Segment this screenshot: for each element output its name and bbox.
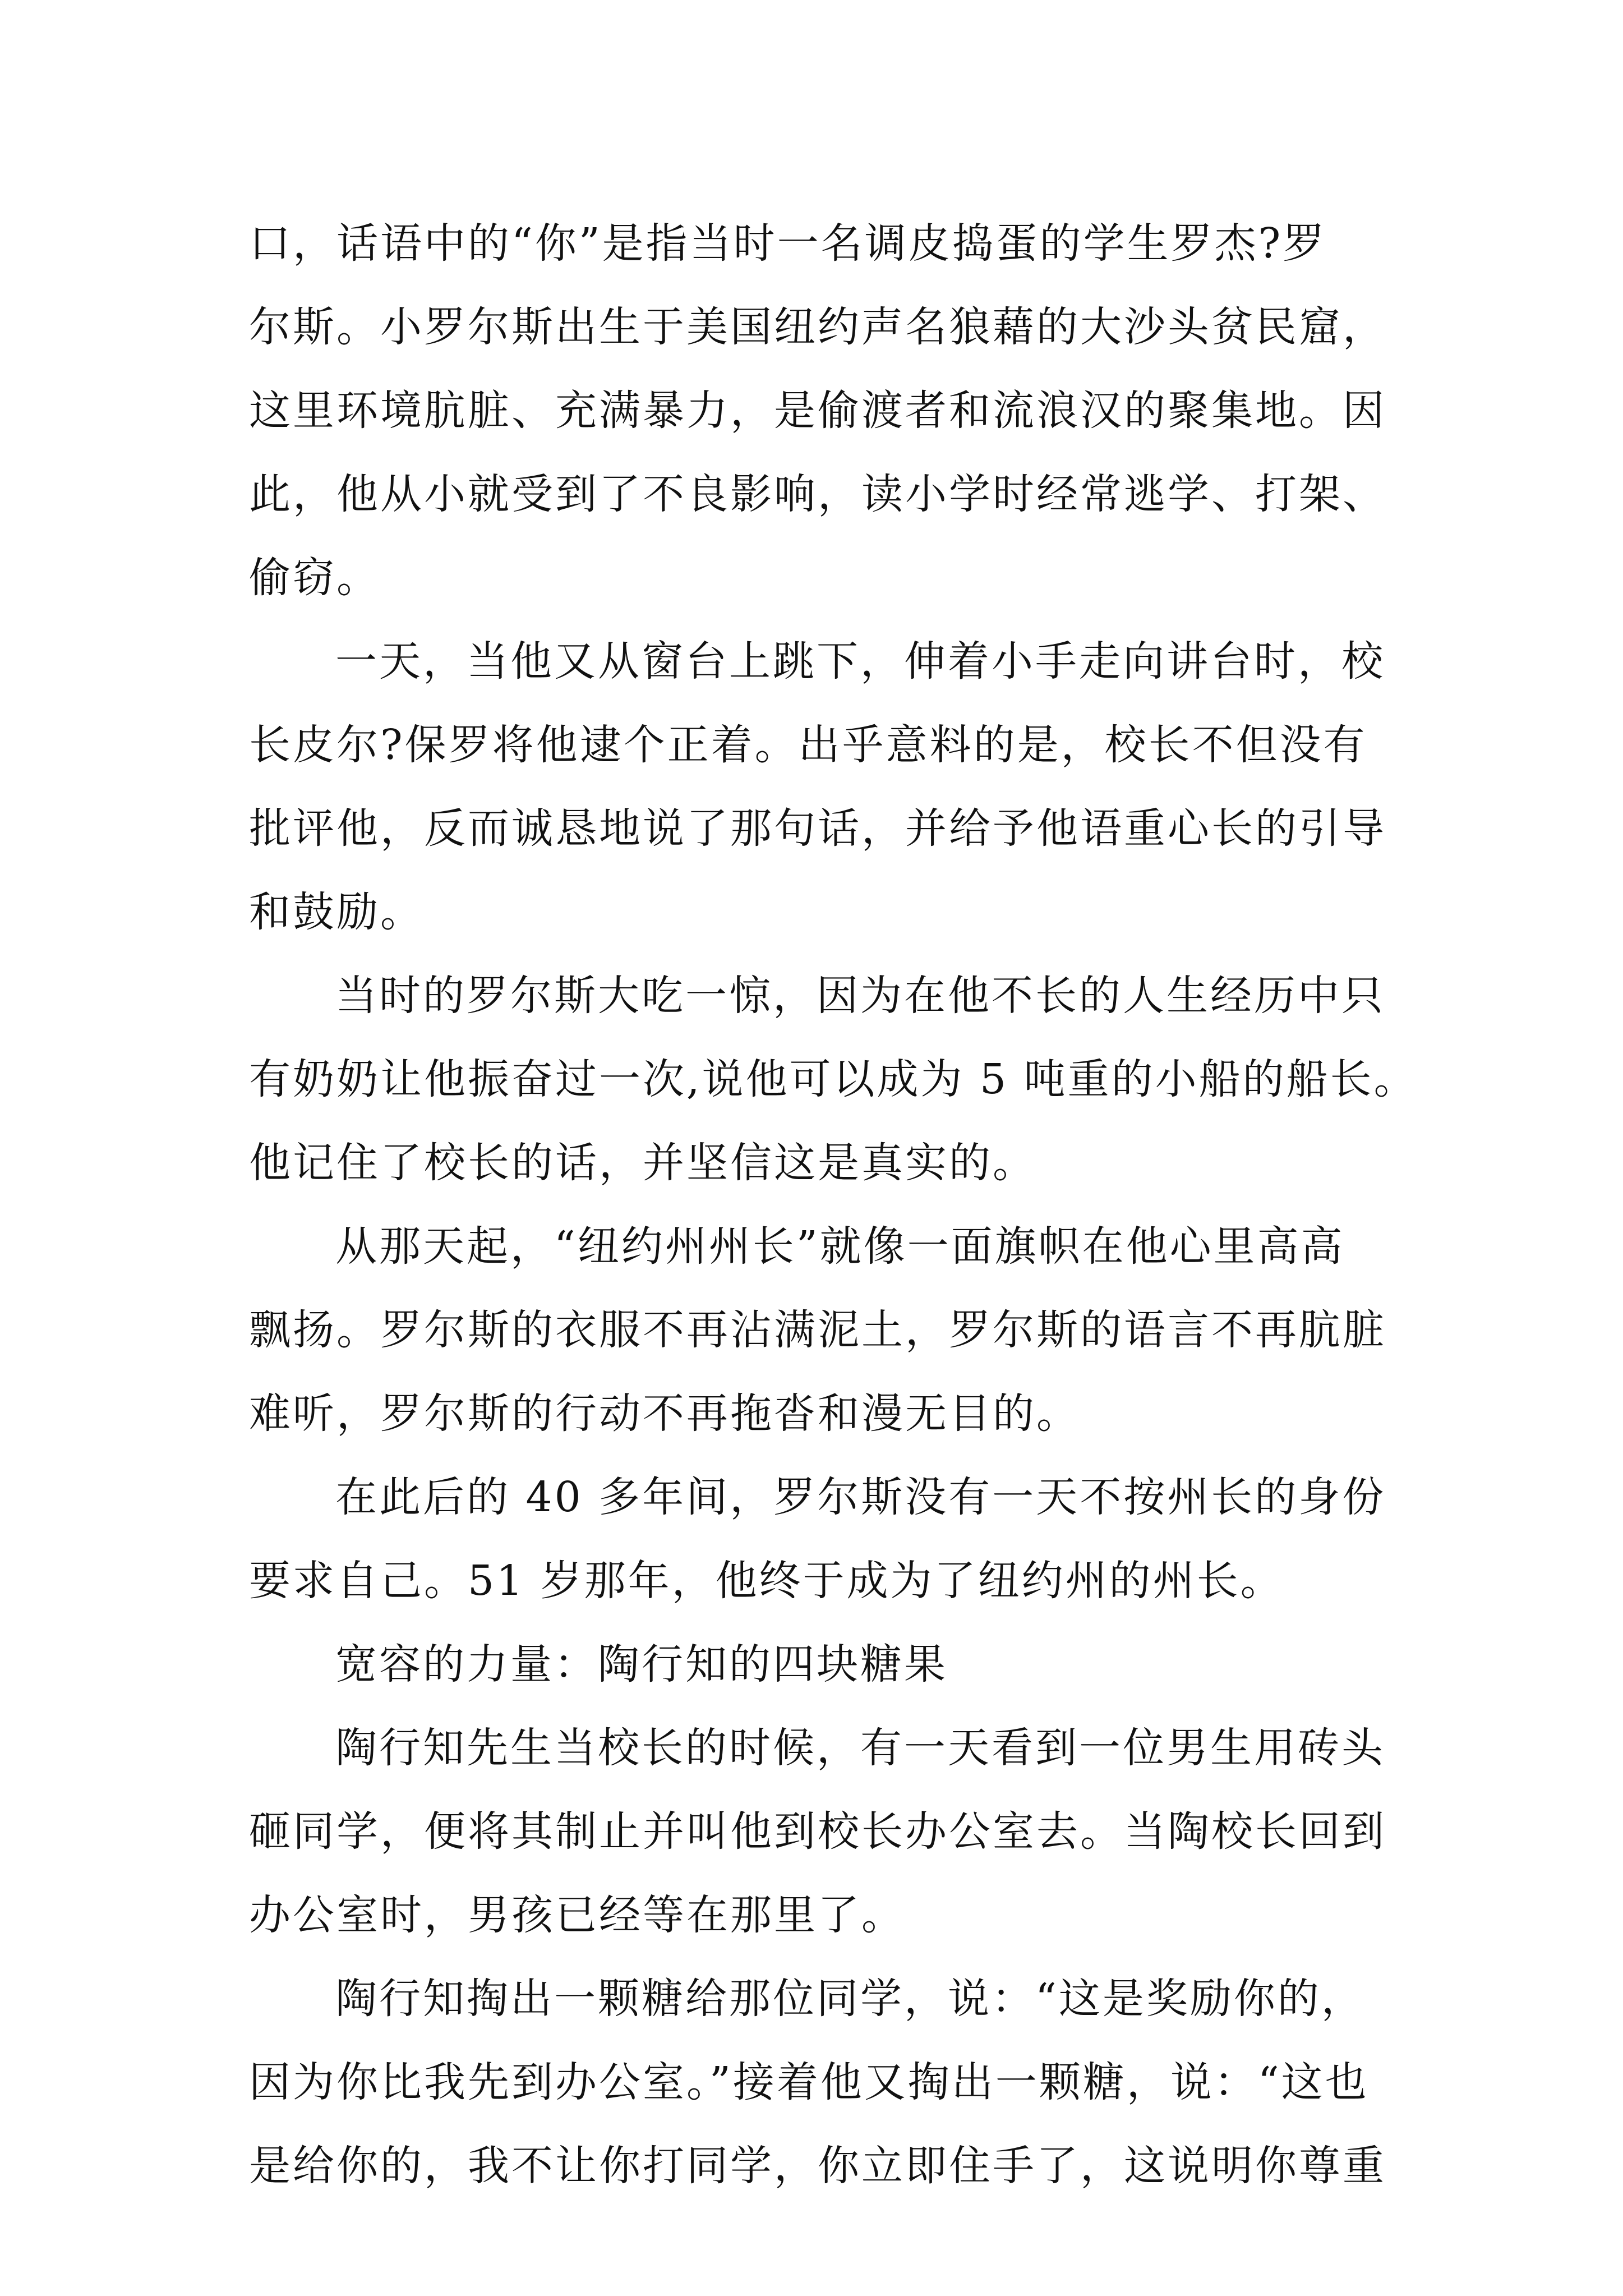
- paragraph-first-line: 一天，当他又从窗台上跳下，伸着小手走向讲台时，校: [335, 637, 1385, 685]
- paragraph-first-line: 陶行知掏出一颗糖给那位同学，说：“这是奖励你的，: [335, 1975, 1365, 2023]
- text-line: 是给你的，我不让你打同学，你立即住手了，这说明你尊重: [249, 2142, 1386, 2190]
- text-line: 有奶奶让他振奋过一次,说他可以成为 5 吨重的小船的船长。: [249, 1055, 1418, 1103]
- text-line: 要求自己。51 岁那年，他终于成为了纽约州的州长。: [249, 1557, 1284, 1605]
- text-line: 口，话语中的“你”是指当时一名调皮捣蛋的学生罗杰?罗: [249, 219, 1327, 268]
- text-line: 长皮尔?保罗将他逮个正着。出乎意料的是，校长不但没有: [249, 721, 1367, 769]
- text-line: 砸同学，便将其制止并叫他到校长办公室去。当陶校长回到: [249, 1807, 1386, 1856]
- text-line: 和鼓励。: [249, 888, 424, 936]
- text-line: 因为你比我先到办公室。”接着他又掏出一颗糖，说：“这也: [249, 2058, 1369, 2106]
- section-heading: 宽容的力量：陶行知的四块糖果: [335, 1640, 948, 1688]
- paragraph-first-line: 当时的罗尔斯大吃一惊，因为在他不长的人生经历中只: [335, 972, 1385, 1020]
- text-line: 飘扬。罗尔斯的衣服不再沾满泥土，罗尔斯的语言不再肮脏: [249, 1306, 1386, 1354]
- body-text: [249, 202, 1418, 2208]
- text-line: 批评他，反而诚恳地说了那句话，并给予他语重心长的引导: [249, 804, 1386, 853]
- text-line: 尔斯。小罗尔斯出生于美国纽约声名狼藉的大沙头贫民窟，: [249, 303, 1386, 351]
- paragraph-first-line: 陶行知先生当校长的时候，有一天看到一位男生用砖头: [335, 1724, 1385, 1772]
- text-line: 此，他从小就受到了不良影响，读小学时经常逃学、打架、: [249, 470, 1386, 518]
- paragraph-first-line: 在此后的 40 多年间，罗尔斯没有一天不按州长的身份: [335, 1473, 1386, 1521]
- text-line: 难听，罗尔斯的行动不再拖沓和漫无目的。: [249, 1389, 1080, 1438]
- text-line: 办公室时，男孩已经等在那里了。: [249, 1891, 905, 1939]
- text-line: 他记住了校长的话，并坚信这是真实的。: [249, 1139, 1036, 1187]
- text-line: 偷窃。: [249, 554, 380, 602]
- text-line: 这里环境肮脏、充满暴力，是偷渡者和流浪汉的聚集地。因: [249, 386, 1386, 435]
- paragraph-first-line: 从那天起，“纽约州州长”就像一面旗帜在他心里高高: [335, 1222, 1345, 1271]
